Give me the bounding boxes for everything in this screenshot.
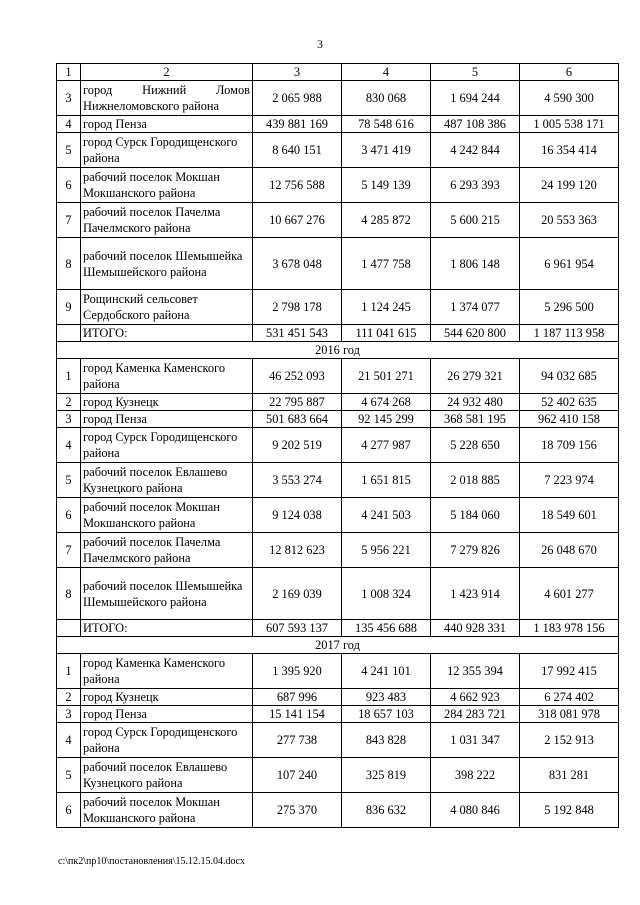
municipality-name: город Каменка Каменского района — [81, 654, 253, 689]
row-number: 2 — [57, 394, 81, 411]
year-heading: 2017 год — [57, 637, 619, 654]
row-number: 5 — [57, 758, 81, 793]
value-col6: 1 005 538 171 — [520, 116, 619, 133]
value-col3: 277 738 — [253, 723, 342, 758]
value-col3: 107 240 — [253, 758, 342, 793]
row-number: 6 — [57, 168, 81, 203]
value-col3: 46 252 093 — [253, 359, 342, 394]
table-row — [57, 428, 619, 463]
table-row — [57, 654, 619, 689]
value-col6: 962 410 158 — [520, 411, 619, 428]
header-row — [57, 64, 619, 81]
value-col4: 4 674 268 — [342, 394, 431, 411]
value-col6: 1 183 978 156 — [520, 620, 619, 637]
value-col6: 318 081 978 — [520, 706, 619, 723]
value-col6: 26 048 670 — [520, 533, 619, 568]
value-col6: 5 296 500 — [520, 290, 619, 325]
municipality-name: рабочий поселок Евлашево Кузнецкого района — [81, 758, 253, 793]
year-row — [57, 637, 619, 654]
municipality-name: город Кузнецк — [81, 689, 253, 706]
value-col4: 135 456 688 — [342, 620, 431, 637]
value-col6: 831 281 — [520, 758, 619, 793]
table-row — [57, 758, 619, 793]
value-col3: 15 141 154 — [253, 706, 342, 723]
municipality-name: город Пенза — [81, 116, 253, 133]
value-col3: 2 065 988 — [253, 81, 342, 116]
value-col3: 2 169 039 — [253, 568, 342, 620]
total-row — [57, 620, 619, 637]
municipality-name: рабочий поселок Шемышейка Шемышейского района — [81, 568, 253, 620]
value-col3: 2 798 178 — [253, 290, 342, 325]
header-cell: 2 — [81, 64, 253, 81]
value-col5: 544 620 800 — [431, 325, 520, 342]
value-col6: 6 274 402 — [520, 689, 619, 706]
value-col3: 3 553 274 — [253, 463, 342, 498]
value-col4: 923 483 — [342, 689, 431, 706]
municipality-name: город Сурск Городищенского района — [81, 428, 253, 463]
value-col5: 398 222 — [431, 758, 520, 793]
municipality-name: рабочий поселок Мокшан Мокшанского района — [81, 498, 253, 533]
value-col5: 2 018 885 — [431, 463, 520, 498]
municipality-name: рабочий поселок Мокшан Мокшанского района — [81, 793, 253, 828]
value-col6: 18 709 156 — [520, 428, 619, 463]
data-table — [56, 63, 619, 828]
value-col3: 3 678 048 — [253, 238, 342, 290]
value-col3: 607 593 137 — [253, 620, 342, 637]
table-row — [57, 706, 619, 723]
value-col5: 26 279 321 — [431, 359, 520, 394]
value-col3: 439 881 169 — [253, 116, 342, 133]
page-number: 3 — [317, 37, 323, 51]
value-col4: 21 501 271 — [342, 359, 431, 394]
value-col5: 1 031 347 — [431, 723, 520, 758]
row-number: 9 — [57, 290, 81, 325]
row-number: 5 — [57, 463, 81, 498]
table-row — [57, 81, 619, 116]
value-col3: 9 202 519 — [253, 428, 342, 463]
value-col5: 4 242 844 — [431, 133, 520, 168]
municipality-name: ИТОГО: — [81, 325, 253, 342]
value-col6: 1 187 113 958 — [520, 325, 619, 342]
value-col5: 1 806 148 — [431, 238, 520, 290]
value-col5: 487 108 386 — [431, 116, 520, 133]
value-col5: 4 662 923 — [431, 689, 520, 706]
header-cell: 3 — [253, 64, 342, 81]
table-row — [57, 133, 619, 168]
row-number: 2 — [57, 689, 81, 706]
table-row — [57, 723, 619, 758]
table-row — [57, 394, 619, 411]
municipality-name: рабочий поселок Пачелма Пачелмского района — [81, 533, 253, 568]
value-col4: 4 285 872 — [342, 203, 431, 238]
value-col5: 5 600 215 — [431, 203, 520, 238]
table-row — [57, 168, 619, 203]
value-col6: 7 223 974 — [520, 463, 619, 498]
value-col4: 843 828 — [342, 723, 431, 758]
row-number — [57, 620, 81, 637]
value-col5: 284 283 721 — [431, 706, 520, 723]
value-col5: 12 355 394 — [431, 654, 520, 689]
municipality-name: город Пенза — [81, 706, 253, 723]
value-col4: 4 241 101 — [342, 654, 431, 689]
value-col3: 22 795 887 — [253, 394, 342, 411]
year-heading: 2016 год — [57, 342, 619, 359]
value-col5: 1 374 077 — [431, 290, 520, 325]
municipality-name: ИТОГО: — [81, 620, 253, 637]
row-number: 3 — [57, 411, 81, 428]
municipality-name: Рощинский сельсовет Сердобского района — [81, 290, 253, 325]
value-col3: 501 683 664 — [253, 411, 342, 428]
header-cell: 5 — [431, 64, 520, 81]
value-col4: 836 632 — [342, 793, 431, 828]
row-number: 7 — [57, 533, 81, 568]
value-col6: 52 402 635 — [520, 394, 619, 411]
value-col6: 18 549 601 — [520, 498, 619, 533]
table-row — [57, 238, 619, 290]
row-number: 4 — [57, 428, 81, 463]
value-col4: 5 149 139 — [342, 168, 431, 203]
table-row — [57, 411, 619, 428]
value-col4: 3 471 419 — [342, 133, 431, 168]
row-number: 8 — [57, 238, 81, 290]
value-col4: 111 041 615 — [342, 325, 431, 342]
header-cell: 6 — [520, 64, 619, 81]
municipality-name: город Кузнецк — [81, 394, 253, 411]
value-col4: 1 477 758 — [342, 238, 431, 290]
value-col5: 440 928 331 — [431, 620, 520, 637]
value-col3: 1 395 920 — [253, 654, 342, 689]
value-col6: 5 192 848 — [520, 793, 619, 828]
row-number: 6 — [57, 793, 81, 828]
value-col3: 9 124 038 — [253, 498, 342, 533]
total-row — [57, 325, 619, 342]
row-number: 4 — [57, 723, 81, 758]
value-col6: 2 152 913 — [520, 723, 619, 758]
value-col5: 5 184 060 — [431, 498, 520, 533]
value-col6: 16 354 414 — [520, 133, 619, 168]
value-col5: 368 581 195 — [431, 411, 520, 428]
table-row — [57, 689, 619, 706]
table-row — [57, 533, 619, 568]
value-col5: 1 694 244 — [431, 81, 520, 116]
file-path-footer: c:\пк2\пр10\постановления\15.12.15.04.docx — [58, 856, 245, 867]
row-number: 8 — [57, 568, 81, 620]
row-number: 6 — [57, 498, 81, 533]
value-col4: 4 277 987 — [342, 428, 431, 463]
row-number: 7 — [57, 203, 81, 238]
table-row — [57, 498, 619, 533]
value-col5: 24 932 480 — [431, 394, 520, 411]
value-col3: 10 667 276 — [253, 203, 342, 238]
value-col6: 6 961 954 — [520, 238, 619, 290]
value-col4: 1 124 245 — [342, 290, 431, 325]
value-col4: 1 008 324 — [342, 568, 431, 620]
value-col4: 1 651 815 — [342, 463, 431, 498]
row-number: 3 — [57, 81, 81, 116]
table-row — [57, 568, 619, 620]
table-row — [57, 463, 619, 498]
table-row — [57, 116, 619, 133]
value-col3: 12 812 623 — [253, 533, 342, 568]
value-col3: 687 996 — [253, 689, 342, 706]
year-row — [57, 342, 619, 359]
municipality-name: рабочий поселок Евлашево Кузнецкого района — [81, 463, 253, 498]
table-row — [57, 203, 619, 238]
value-col6: 94 032 685 — [520, 359, 619, 394]
row-number: 5 — [57, 133, 81, 168]
value-col3: 275 370 — [253, 793, 342, 828]
value-col4: 325 819 — [342, 758, 431, 793]
municipality-name: город Нижний Ломов Нижнеломовского района — [81, 81, 253, 116]
value-col4: 18 657 103 — [342, 706, 431, 723]
row-number: 3 — [57, 706, 81, 723]
table-row — [57, 359, 619, 394]
value-col3: 531 451 543 — [253, 325, 342, 342]
value-col6: 24 199 120 — [520, 168, 619, 203]
value-col6: 4 590 300 — [520, 81, 619, 116]
municipality-name: рабочий поселок Шемышейка Шемышейского района — [81, 238, 253, 290]
value-col5: 1 423 914 — [431, 568, 520, 620]
value-col6: 20 553 363 — [520, 203, 619, 238]
value-col5: 4 080 846 — [431, 793, 520, 828]
municipality-name: рабочий поселок Мокшан Мокшанского района — [81, 168, 253, 203]
table-row — [57, 793, 619, 828]
value-col3: 8 640 151 — [253, 133, 342, 168]
value-col4: 4 241 503 — [342, 498, 431, 533]
value-col4: 78 548 616 — [342, 116, 431, 133]
municipality-name: город Каменка Каменского района — [81, 359, 253, 394]
value-col3: 12 756 588 — [253, 168, 342, 203]
value-col4: 92 145 299 — [342, 411, 431, 428]
row-number: 1 — [57, 654, 81, 689]
value-col5: 5 228 650 — [431, 428, 520, 463]
municipality-name: рабочий поселок Пачелма Пачелмского района — [81, 203, 253, 238]
row-number — [57, 325, 81, 342]
header-cell: 4 — [342, 64, 431, 81]
municipality-name: город Сурск Городищенского района — [81, 723, 253, 758]
header-cell: 1 — [57, 64, 81, 81]
value-col5: 6 293 393 — [431, 168, 520, 203]
row-number: 4 — [57, 116, 81, 133]
municipality-name: город Сурск Городищенского района — [81, 133, 253, 168]
value-col5: 7 279 826 — [431, 533, 520, 568]
row-number: 1 — [57, 359, 81, 394]
value-col6: 17 992 415 — [520, 654, 619, 689]
value-col4: 830 068 — [342, 81, 431, 116]
municipality-name: город Пенза — [81, 411, 253, 428]
value-col6: 4 601 277 — [520, 568, 619, 620]
value-col4: 5 956 221 — [342, 533, 431, 568]
table-row — [57, 290, 619, 325]
